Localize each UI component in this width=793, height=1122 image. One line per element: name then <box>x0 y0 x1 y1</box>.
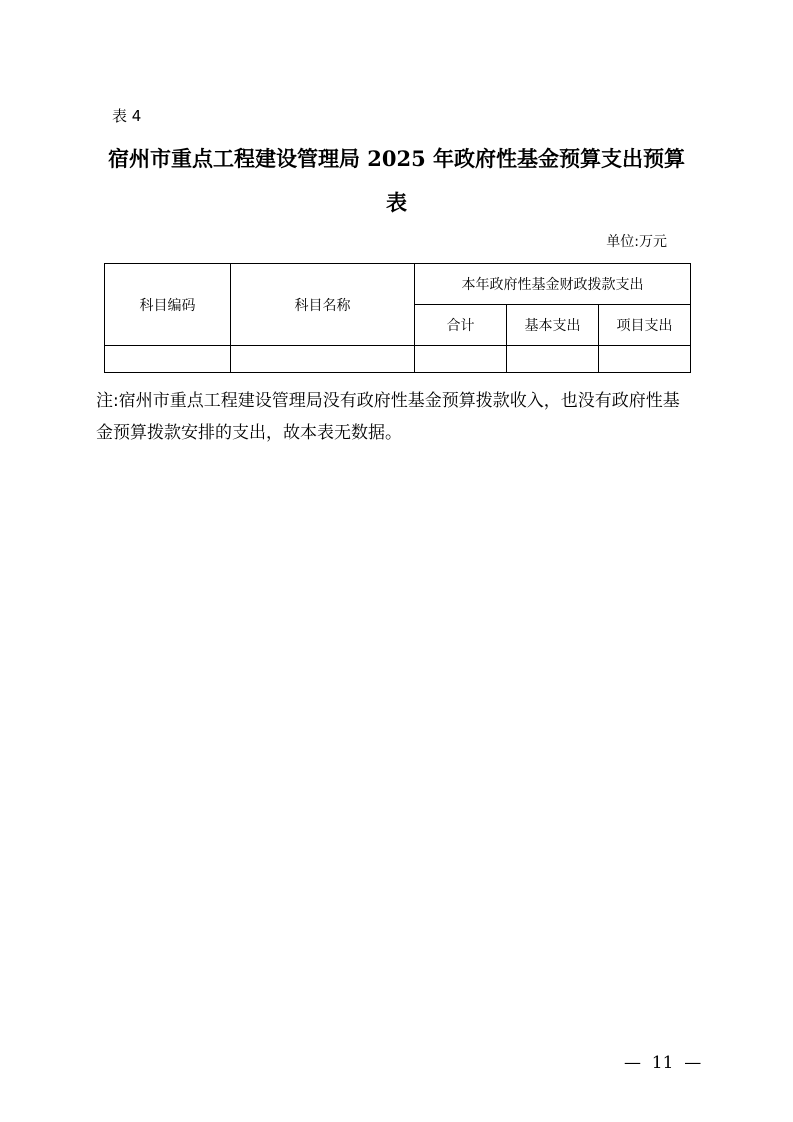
table-note: 注:宿州市重点工程建设管理局没有政府性基金预算拨款收入，也没有政府性基金预算拨款安排的支出，故本表无数据。 <box>96 391 680 443</box>
header-project-expenditure: 项目支出 <box>599 305 691 346</box>
header-subject-name: 科目名称 <box>231 264 415 346</box>
header-fund-expenditure-group: 本年政府性基金财政拨款支出 <box>415 264 691 305</box>
header-basic-expenditure: 基本支出 <box>507 305 599 346</box>
table-number-label: 表 4 <box>112 107 142 125</box>
table-header-row <box>105 264 691 305</box>
table-cell <box>415 346 507 373</box>
document-title-line-1: 宿州市重点工程建设管理局 2025 年政府性基金预算支出预算 <box>107 146 686 171</box>
budget-table <box>104 263 691 373</box>
unit-label: 单位:万元 <box>606 234 667 250</box>
table-cell <box>507 346 599 373</box>
header-total: 合计 <box>415 305 507 346</box>
document-title-line-2: 表 <box>386 190 407 215</box>
document-title <box>100 137 693 225</box>
table-cell <box>599 346 691 373</box>
page-number: — 11 — <box>624 1053 702 1073</box>
table-cell <box>105 346 231 373</box>
table-row <box>105 346 691 373</box>
header-subject-code: 科目编码 <box>105 264 231 346</box>
table-cell <box>231 346 415 373</box>
